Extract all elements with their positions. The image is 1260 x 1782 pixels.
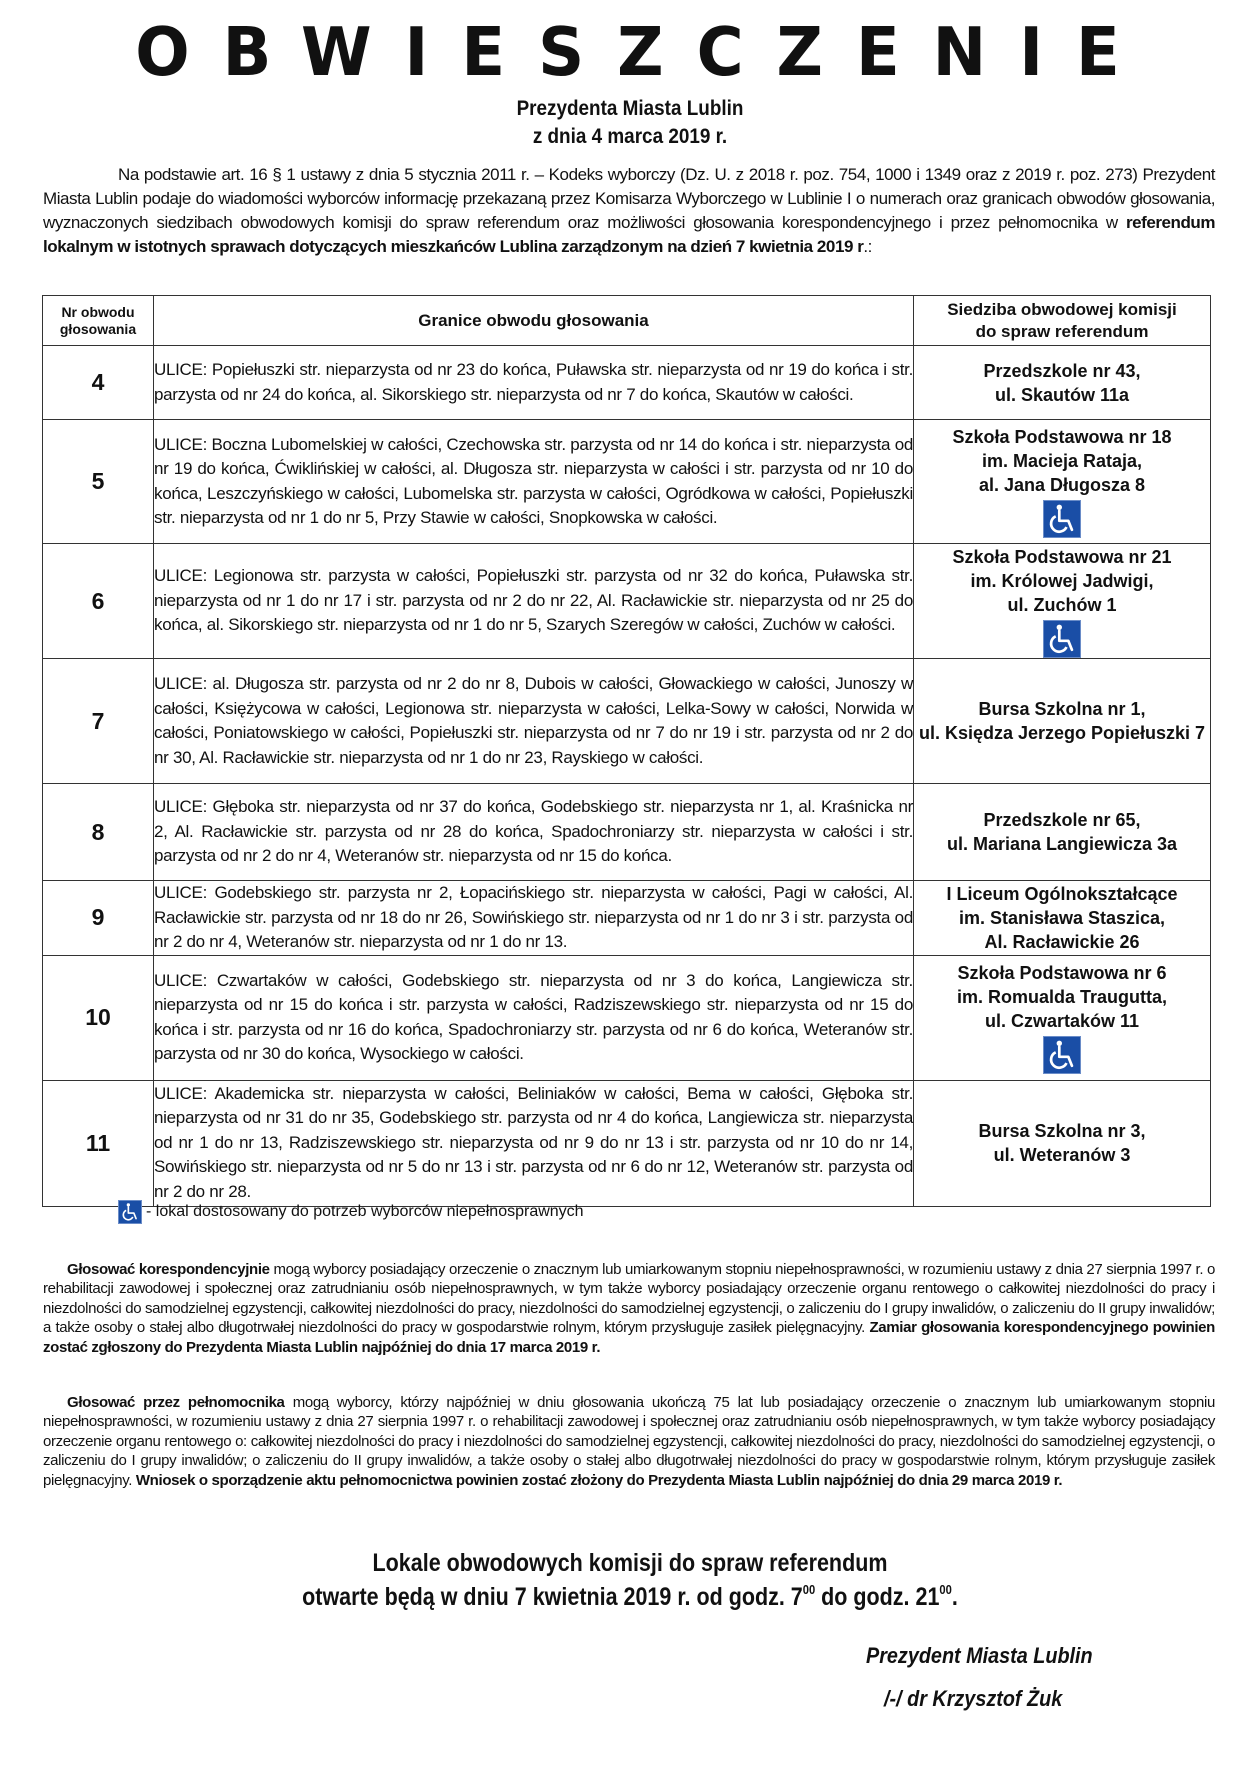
opening-hours-end: . [951,1583,958,1611]
proxy-vote-paragraph [43,1393,1215,1490]
issue-date: z dnia 4 marca 2019 r. [532,125,728,148]
commission-seat-line: Szkoła Podstawowa nr 21 [952,546,1172,567]
notice-title: OBWIESZCZENIE [135,14,1153,92]
commission-seat [914,881,1211,956]
proxy-vote-body: mogą wyborcy, którzy najpóźniej w dniu głosowania ukończą 75 lat lub posiadający orzeczenie o znacznym lub umiarkowanym stopniu niepełnosprawności, w rozumieniu ustawy z dnia 27 sierpnia 1997 r. o rehabilitacji zawodowej i społecznej oraz zatrudnianiu osób niepełnosprawnych, w tym także wyborcy posiadający orzeczenie organu rentowego o: całkowitej niezdolności do pracy i niezdolności do samodzielnej egzystencji, całkowitej niezdolności do pracy, niezdolności do samodzielnej egzystencji, o zaliczeniu do I grupy inwalidów; o zaliczeniu do II grupy inwalidów, a także osoby o stałej albo długotrwałej niezdolności do pracy w gospodarstwie rolnym, którym przysługuje zasiłek pielęgnacyjny. [43,1394,1216,1489]
opening-hours-prefix: otwarte będą w dniu 7 kwietnia 2019 r. od godz. 7 [302,1583,803,1611]
district-number: 5 [43,420,154,544]
table-row [43,955,1211,1080]
intro-paragraph [43,163,1215,259]
column-header-district-number-line1: Nr obwodu [61,303,135,320]
table-row [43,346,1211,420]
postal-vote-paragraph [43,1260,1215,1357]
commission-seat [914,420,1211,544]
opening-minutes: 00 [802,1582,816,1597]
district-bounds: ULICE: Popiełuszki str. nieparzysta od nr 23 do końca, Puławska str. nieparzysta od nr 19 do końca i str. parzysta od nr 24 do końca, al. Sikorskiego str. nieparzysta od nr 7 do końca, Skautów w całości. [154,346,914,420]
commission-seat-line: Bursa Szkolna nr 1, [978,699,1146,719]
district-bounds: ULICE: Godebskiego str. parzysta nr 2, Łopacińskiego str. nieparzysta w całości, Pagi w całości, Al. Racławickie str. parzysta od nr 18 do nr 26, Sowińskiego str. nieparzysta od nr 1 do nr 3 i str. parzysta od nr 2 do nr 4, Weteranów str. nieparzysta od nr 1 do nr 13. [154,881,914,956]
column-header-seat [914,296,1211,346]
district-number: 9 [43,881,154,956]
commission-seat-line: I Liceum Ogólnokształcące [946,883,1178,904]
commission-seat-line: Przedszkole nr 43, [983,360,1141,381]
column-header-bounds: Granice obwodu głosowania [154,296,914,346]
accessibility-marker [914,617,1210,658]
commission-seat-line: Bursa Szkolna nr 3, [978,1121,1146,1141]
commission-seat-line: Szkoła Podstawowa nr 18 [952,427,1172,447]
proxy-vote-deadline: Wniosek o sporządzenie aktu pełnomocnictwa powinien zostać złożony do Prezydenta Miasta Lublin najpóźniej do dnia 29 marca 2019 r. [135,1471,1063,1489]
district-number: 11 [43,1080,154,1206]
commission-seat-line: ul. Weteranów 3 [993,1145,1131,1165]
column-header-district-number [43,296,154,346]
district-bounds: ULICE: Czwartaków w całości, Godebskiego str. nieparzysta od nr 3 do końca, Langiewicza str. nieparzysta od nr 15 do końca i str. parzysta w całości, Radziszewskiego str. nieparzysta od nr 15 do końca i str. parzysta od nr 16 do końca, Spadochroniarzy str. parzysta od nr 6 do końca, Weteranów str. parzysta od nr 30 do końca, Wysockiego w całości. [154,955,914,1080]
column-header-seat-line1: Siedziba obwodowej komisji [947,299,1177,319]
table-row [43,544,1211,659]
district-number: 8 [43,784,154,881]
district-number: 10 [43,955,154,1080]
commission-seat [914,955,1211,1080]
commission-seat-line: ul. Skautów 11a [994,384,1130,405]
table-header-row [43,296,1211,346]
column-header-seat-line2: do spraw referendum [975,321,1149,341]
intro-text-bold: referendum lokalnym w istotnych sprawach dotyczących mieszkańców Lublina zarządzonym na dzień 7 kwietnia 2019 r [43,213,1215,256]
commission-seat [914,346,1211,420]
commission-seat-line: Szkoła Podstawowa nr 6 [957,963,1167,983]
table-row [43,659,1211,784]
opening-hours-line2 [88,1580,1172,1614]
postal-vote-deadline: Zamiar głosowania korespondencyjnego powinien zostać zgłoszony do Prezydenta Miasta Lublin najpóźniej do dnia 17 marca 2019 r. [43,1319,1215,1356]
district-bounds: ULICE: Legionowa str. parzysta w całości, Popiełuszki str. parzysta od nr 32 do końca, Puławska str. nieparzysta od nr 1 do nr 17 i str. parzysta od nr 2 do nr 22, Al. Racławickie str. nieparzysta od nr 25 do końca, al. Sikorskiego str. nieparzysta od nr 1 do nr 5, Szarych Szeregów w całości, Zuchów w całości. [154,544,914,659]
signature-title: Prezydent Miasta Lublin [866,1643,1093,1668]
opening-hours-line1: Lokale obwodowych komisji do spraw referendum [372,1549,888,1577]
commission-seat-line: ul. Mariana Langiewicza 3a [946,834,1178,854]
accessibility-marker [914,1033,1210,1074]
accessibility-legend-text: - lokal dostosowany do potrzeb wyborców niepełnosprawnych [146,1203,584,1220]
wheelchair-accessibility-icon [1043,620,1081,658]
district-number: 7 [43,659,154,784]
commission-seat [914,1080,1211,1206]
accessibility-marker [914,497,1210,538]
commission-seat-line: ul. Księdza Jerzego Popiełuszki 7 [918,723,1206,743]
intro-text: Na podstawie art. 16 § 1 ustawy z dnia 5 stycznia 2011 r. – Kodeks wyborczy (Dz. U. z 2018 r. poz. 754, 1000 i 1349 oraz z 2019 r. poz. 273) Prezydent Miasta Lublin podaje do wiadomości wyborców informację przekazaną przez Komisarza Wyborczego w Lublinie I o numerach oraz granicach obwodów głosowania, wyznaczonych siedzibach obwodowych komisji do spraw referendum oraz możliwości głosowania korespondencyjnego i przez pełnomocnika w [43,165,1215,232]
table-row [43,881,1211,956]
wheelchair-accessibility-icon [1043,500,1081,538]
opening-hours-middle: do godz. 21 [815,1583,940,1611]
column-header-district-number-line2: głosowania [59,320,137,337]
district-bounds: ULICE: al. Długosza str. parzysta od nr 2 do nr 8, Dubois w całości, Głowackiego w całości, Junoszy w całości, Księżycowa w całości, Legionowa str. nieparzysta w całości, Lelka-Sowy w całości, Norwida w całości, Poniatowskiego w całości, Popiełuszki str. nieparzysta od nr 7 do nr 19 i str. parzysta od nr 2 do nr 30, Al. Racławickie str. nieparzysta od nr 1 do nr 23, Rayskiego w całości. [154,659,914,784]
postal-vote-body: mogą wyborcy posiadający orzeczenie o znacznym lub umiarkowanym stopniu niepełnosprawności, w rozumieniu ustawy z dnia 27 sierpnia 1997 r. o rehabilitacji zawodowej i społecznej oraz zatrudnianiu osób niepełnosprawnych, w tym także wyborcy posiadający orzeczenie organu rentowego o całkowitej niezdolności do pracy i niezdolności do samodzielnej egzystencji, całkowitej niezdolności do pracy, niezdolności do samodzielnej egzystencji, o zaliczeniu do I grupy inwalidów, o zaliczeniu do II grupy inwalidów; a także osoby o stałej albo długotrwałej niezdolności do pracy w gospodarstwie rolnym, którym przysługuje zasiłek pielęgnacyjny. [43,1261,1215,1337]
closing-minutes: 00 [939,1582,952,1597]
wheelchair-accessibility-icon [1043,1036,1081,1074]
intro-text-end: .: [863,237,872,256]
issuer: Prezydenta Miasta Lublin [516,97,744,120]
commission-seat-line: Al. Racławickie 26 [984,931,1140,952]
commission-seat-line: Przedszkole nr 65, [983,810,1141,830]
voting-districts-table [42,295,1211,1207]
commission-seat [914,784,1211,881]
district-bounds: ULICE: Boczna Lubomelskiej w całości, Czechowska str. parzysta od nr 14 do końca i str. nieparzysta od nr 19 do końca, Ćwiklińskiej w całości, al. Długosza str. nieparzysta w całości i str. parzysta od nr 10 do końca, Leszczyńskiego w całości, Lubomelska str. parzysta w całości, Ogródkowa w całości, Popiełuszki str. nieparzysta od nr 1 do nr 5, Przy Stawie w całości, Snopkowska w całości. [154,420,914,544]
proxy-vote-lead: Głosować przez pełnomocnika [67,1394,285,1411]
commission-seat-line: im. Macieja Rataja, [981,451,1143,471]
wheelchair-accessibility-icon [118,1200,142,1224]
commission-seat-line: im. Romualda Traugutta, [956,987,1168,1007]
commission-seat-line: ul. Czwartaków 11 [984,1011,1140,1031]
commission-seat-line: im. Królowej Jadwigi, [970,570,1154,591]
commission-seat-line: ul. Zuchów 1 [1007,594,1117,615]
district-bounds: ULICE: Głęboka str. nieparzysta od nr 37 do końca, Godebskiego str. nieparzysta nr 1, al. Kraśnicka nr 2, Al. Racławickie str. parzysta od nr 28 do końca, Spadochroniarzy str. nieparzysta w całości i str. parzysta od nr 2 do nr 4, Weteranów str. nieparzysta od nr 15 do końca. [154,784,914,881]
table-row [43,420,1211,544]
commission-seat-line: im. Stanisława Staszica, [958,907,1166,928]
district-bounds: ULICE: Akademicka str. nieparzysta w całości, Beliniaków w całości, Bema w całości, Głęboka str. nieparzysta od nr 31 do nr 35, Godebskiego str. parzysta od nr 4 do końca, Langiewicza str. nieparzysta od nr 1 do nr 13, Radziszewskiego str. nieparzysta od nr 9 do nr 13 i str. parzysta od nr 10 do nr 14, Sowińskiego str. nieparzysta od nr 5 do nr 13 i str. parzysta od nr 6 do nr 12, Weteranów str. parzysta od nr 2 do nr 28. [154,1080,914,1206]
district-number: 6 [43,544,154,659]
district-number: 4 [43,346,154,420]
opening-hours-notice [88,1546,1172,1614]
commission-seat [914,544,1211,659]
accessibility-legend [118,1200,584,1224]
commission-seat-line: al. Jana Długosza 8 [978,475,1146,495]
signature-name: /-/ dr Krzysztof Żuk [884,1686,1063,1711]
postal-vote-lead: Głosować korespondencyjnie [67,1261,270,1278]
table-row [43,784,1211,881]
commission-seat [914,659,1211,784]
table-row [43,1080,1211,1206]
